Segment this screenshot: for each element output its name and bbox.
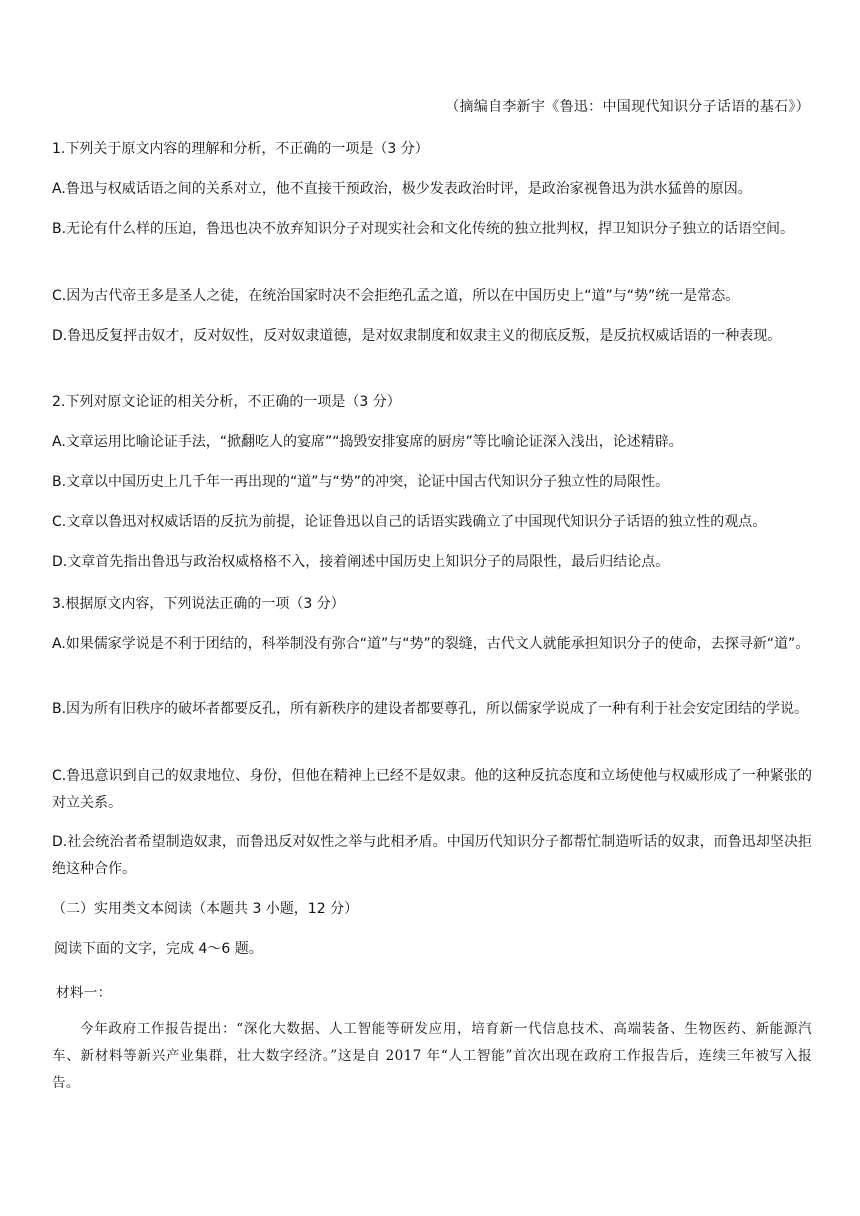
question-2-stem: 2.下列对原文论证的相关分析，不正确的一项是（3 分） xyxy=(52,394,401,410)
material-label: 材料一： xyxy=(56,985,112,1001)
question-2-option-d: D.文章首先指出鲁迅与政治权威格格不入，接着阐述中国历史上知识分子的局限性，最后归结论点。 xyxy=(52,554,670,570)
section-heading: （二）实用类文本阅读（本题共 3 小题，12 分） xyxy=(52,901,359,917)
source-citation: （摘编自李新宇《鲁迅：中国现代知识分子话语的基石》） xyxy=(445,99,810,115)
question-2-option-a: A.文章运用比喻论证手法，“掀翻吃人的宴席”“捣毁安排宴席的厨房”等比喻论证深入浅出，论述精辟。 xyxy=(52,434,683,450)
question-1-option-a: A.鲁迅与权威话语之间的关系对立，他不直接干预政治，极少发表政治时评，是政治家视鲁迅为洪水猛兽的原因。 xyxy=(52,181,752,197)
question-1-option-c: C.因为古代帝王多是圣人之徒，在统治国家时决不会拒绝孔孟之道，所以在中国历史上“道”与“势”统一是常态。 xyxy=(52,288,740,304)
question-3-stem: 3.根据原文内容，下列说法正确的一项（3 分） xyxy=(52,596,345,612)
question-3-option-a: A.如果儒家学说是不利于团结的，科举制没有弥合“道”与“势”的裂缝，古代文人就能承担知识分子的使命，去探寻新“道”。 xyxy=(52,636,810,652)
question-3-option-d: D.社会统治者希望制造奴隶，而鲁迅反对奴性之举与此相矛盾。中国历代知识分子都帮忙制造听话的奴隶，而鲁迅却坚决拒绝这种合作。 xyxy=(52,834,812,877)
question-1-option-b: B.无论有什么样的压迫，鲁迅也决不放弃知识分子对现实社会和文化传统的独立批判权，捍卫知识分子独立的话语空间。 xyxy=(52,221,795,237)
question-2-option-c: C.文章以鲁迅对权威话语的反抗为前提，论证鲁迅以自己的话语实践确立了中国现代知识分子话语的独立性的观点。 xyxy=(52,514,767,530)
material-paragraph: 今年政府工作报告提出：“深化大数据、人工智能等研发应用，培育新一代信息技术、高端装备、生物医药、新能源汽车、新材料等新兴产业集群，壮大数字经济。”这是自 2017 年“人工智能”首次出现在政府工作报告后，连续三年被写入报告。 xyxy=(52,1021,812,1091)
reading-instruction: 阅读下面的文字，完成 4～6 题。 xyxy=(54,941,263,957)
question-1-stem: 1.下列关于原文内容的理解和分析，不正确的一项是（3 分） xyxy=(52,141,429,157)
question-1-option-d: D.鲁迅反复抨击奴才，反对奴性，反对奴隶道德，是对奴隶制度和奴隶主义的彻底反叛，是反抗权威话语的一种表现。 xyxy=(52,328,782,344)
question-2-option-b: B.文章以中国历史上几千年一再出现的“道”与“势”的冲突，论证中国古代知识分子独立性的局限性。 xyxy=(52,474,670,490)
question-3-option-b: B.因为所有旧秩序的破坏者都要反孔，所有新秩序的建设者都要尊孔，所以儒家学说成了一种有利于社会安定团结的学说。 xyxy=(52,701,809,717)
question-3-option-c: C.鲁迅意识到自己的奴隶地位、身份，但他在精神上已经不是奴隶。他的这种反抗态度和立场使他与权威形成了一种紧张的对立关系。 xyxy=(52,768,812,811)
